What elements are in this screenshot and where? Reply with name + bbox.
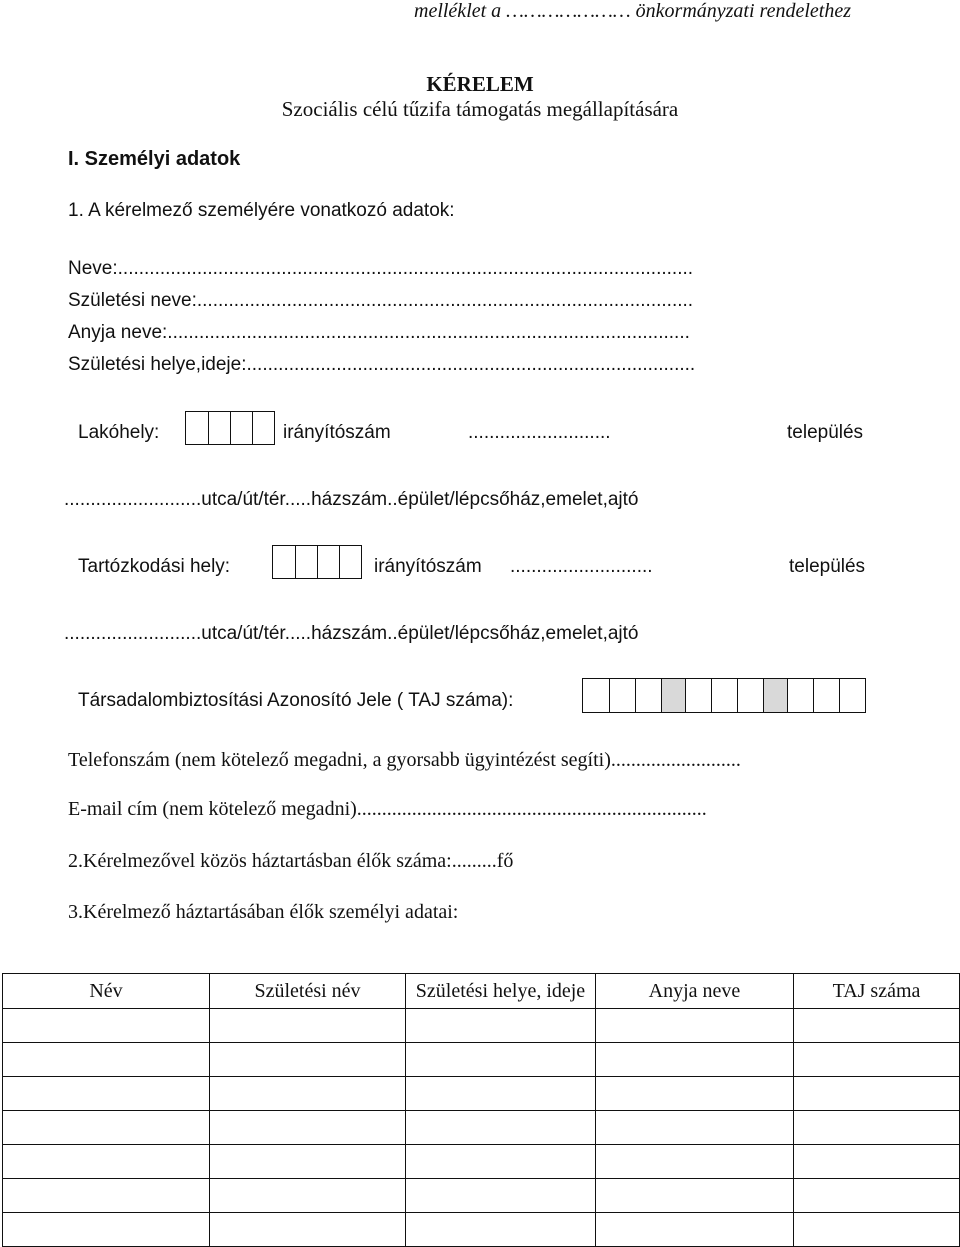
table-cell[interactable] <box>406 1179 596 1213</box>
table-cell[interactable] <box>406 1145 596 1179</box>
postcode-digit-box[interactable] <box>340 545 362 579</box>
taj-digit-box[interactable] <box>610 678 636 713</box>
table-cell[interactable] <box>3 1043 210 1077</box>
birth-place-date-field[interactable]: Születési helye,ideje:..................................................................................... <box>68 354 696 375</box>
column-header-taj: TAJ száma <box>794 974 960 1009</box>
table-cell[interactable] <box>794 1043 960 1077</box>
table-row <box>3 1111 960 1145</box>
table-cell[interactable] <box>596 1111 794 1145</box>
table-cell[interactable] <box>596 1145 794 1179</box>
postcode-digit-box[interactable] <box>296 545 318 579</box>
table-cell[interactable] <box>210 1145 406 1179</box>
table-cell[interactable] <box>210 1077 406 1111</box>
table-cell[interactable] <box>596 1077 794 1111</box>
table-cell[interactable] <box>406 1111 596 1145</box>
stay-postcode-label: irányítószám <box>374 556 482 577</box>
table-cell[interactable] <box>3 1145 210 1179</box>
taj-number-boxes[interactable] <box>582 678 866 713</box>
postcode-digit-box[interactable] <box>186 411 209 445</box>
table-cell[interactable] <box>596 1009 794 1043</box>
table-cell[interactable] <box>406 1077 596 1111</box>
table-row <box>3 1145 960 1179</box>
table-cell[interactable] <box>794 1145 960 1179</box>
table-cell[interactable] <box>794 1111 960 1145</box>
taj-digit-box[interactable] <box>636 678 662 713</box>
taj-digit-box[interactable] <box>738 678 764 713</box>
table-cell[interactable] <box>3 1077 210 1111</box>
postcode-digit-box[interactable] <box>231 411 253 445</box>
taj-digit-box[interactable] <box>814 678 840 713</box>
table-cell[interactable] <box>3 1179 210 1213</box>
table-cell[interactable] <box>794 1179 960 1213</box>
postcode-digit-box[interactable] <box>318 545 340 579</box>
taj-digit-box[interactable] <box>583 678 610 713</box>
residence-label: Lakóhely: <box>78 422 160 443</box>
table-cell[interactable] <box>794 1009 960 1043</box>
table-cell[interactable] <box>210 1179 406 1213</box>
stay-settlement-label: település <box>789 556 866 577</box>
table-cell[interactable] <box>406 1043 596 1077</box>
table-cell[interactable] <box>210 1111 406 1145</box>
residence-settlement-label: település <box>787 422 864 443</box>
table-cell[interactable] <box>210 1009 406 1043</box>
column-header-name: Név <box>3 974 210 1009</box>
stay-address-line[interactable]: ..........................utca/út/tér.....házszám..épület/lépcsőház,emelet,ajtó <box>64 623 639 644</box>
taj-digit-box[interactable] <box>686 678 712 713</box>
table-cell[interactable] <box>3 1009 210 1043</box>
postcode-digit-box[interactable] <box>253 411 275 445</box>
taj-digit-box[interactable] <box>840 678 866 713</box>
table-cell[interactable] <box>794 1077 960 1111</box>
phone-field[interactable]: Telefonszám (nem kötelező megadni, a gyorsabb ügyintézést segíti).......................... <box>68 749 741 771</box>
table-cell[interactable] <box>3 1111 210 1145</box>
form-subtitle: Szociális célú tűzifa támogatás megállapítására <box>281 97 679 121</box>
column-header-birth-name: Születési név <box>210 974 406 1009</box>
postcode-digit-box[interactable] <box>209 411 231 445</box>
household-members-heading: 3.Kérelmező háztartásában élők személyi adatai: <box>68 901 459 923</box>
stay-label: Tartózkodási hely: <box>78 556 231 577</box>
table-cell[interactable] <box>210 1043 406 1077</box>
birth-name-field[interactable]: Születési neve:.............................................................................................. <box>68 290 694 311</box>
subsection-heading: 1. A kérelmező személyére vonatkozó adatok: <box>68 200 455 221</box>
mother-name-field[interactable]: Anyja neve:................................................................................................... <box>68 322 690 343</box>
table-cell[interactable] <box>406 1009 596 1043</box>
table-cell[interactable] <box>596 1179 794 1213</box>
column-header-mother-name: Anyja neve <box>596 974 794 1009</box>
taj-separator-box <box>764 678 788 713</box>
section-title: I. Személyi adatok <box>68 148 241 170</box>
annex-note: melléklet a ………………… önkormányzati rendelethez <box>414 0 851 22</box>
household-members-table <box>2 973 960 1247</box>
table-row <box>3 1179 960 1213</box>
taj-digit-box[interactable] <box>712 678 738 713</box>
postcode-digit-box[interactable] <box>273 545 296 579</box>
table-row <box>3 1077 960 1111</box>
taj-label: Társadalombiztosítási Azonosító Jele ( TAJ száma): <box>78 690 514 711</box>
stay-settlement-dots[interactable]: ........................... <box>510 556 653 577</box>
household-count-field[interactable]: 2.Kérelmezővel közös háztartásban élők száma:.........fő <box>68 850 514 872</box>
residence-postcode-label: irányítószám <box>283 422 391 443</box>
column-header-birth-place-date: Születési helye, ideje <box>406 974 596 1009</box>
table-row <box>3 1043 960 1077</box>
table-cell[interactable] <box>596 1043 794 1077</box>
stay-postcode-boxes[interactable] <box>272 545 362 579</box>
residence-address-line[interactable]: ..........................utca/út/tér.....házszám..épület/lépcsőház,emelet,ajtó <box>64 489 639 510</box>
taj-separator-box <box>662 678 686 713</box>
residence-postcode-boxes[interactable] <box>185 411 275 445</box>
taj-digit-box[interactable] <box>788 678 814 713</box>
form-title: KÉRELEM <box>426 72 534 96</box>
table-row <box>3 1009 960 1043</box>
name-field[interactable]: Neve:............................................................................................................. <box>68 258 694 279</box>
table-header-row <box>3 974 960 1009</box>
email-field[interactable]: E-mail cím (nem kötelező megadni)...................................................................... <box>68 798 707 820</box>
residence-settlement-dots[interactable]: ........................... <box>468 422 611 443</box>
